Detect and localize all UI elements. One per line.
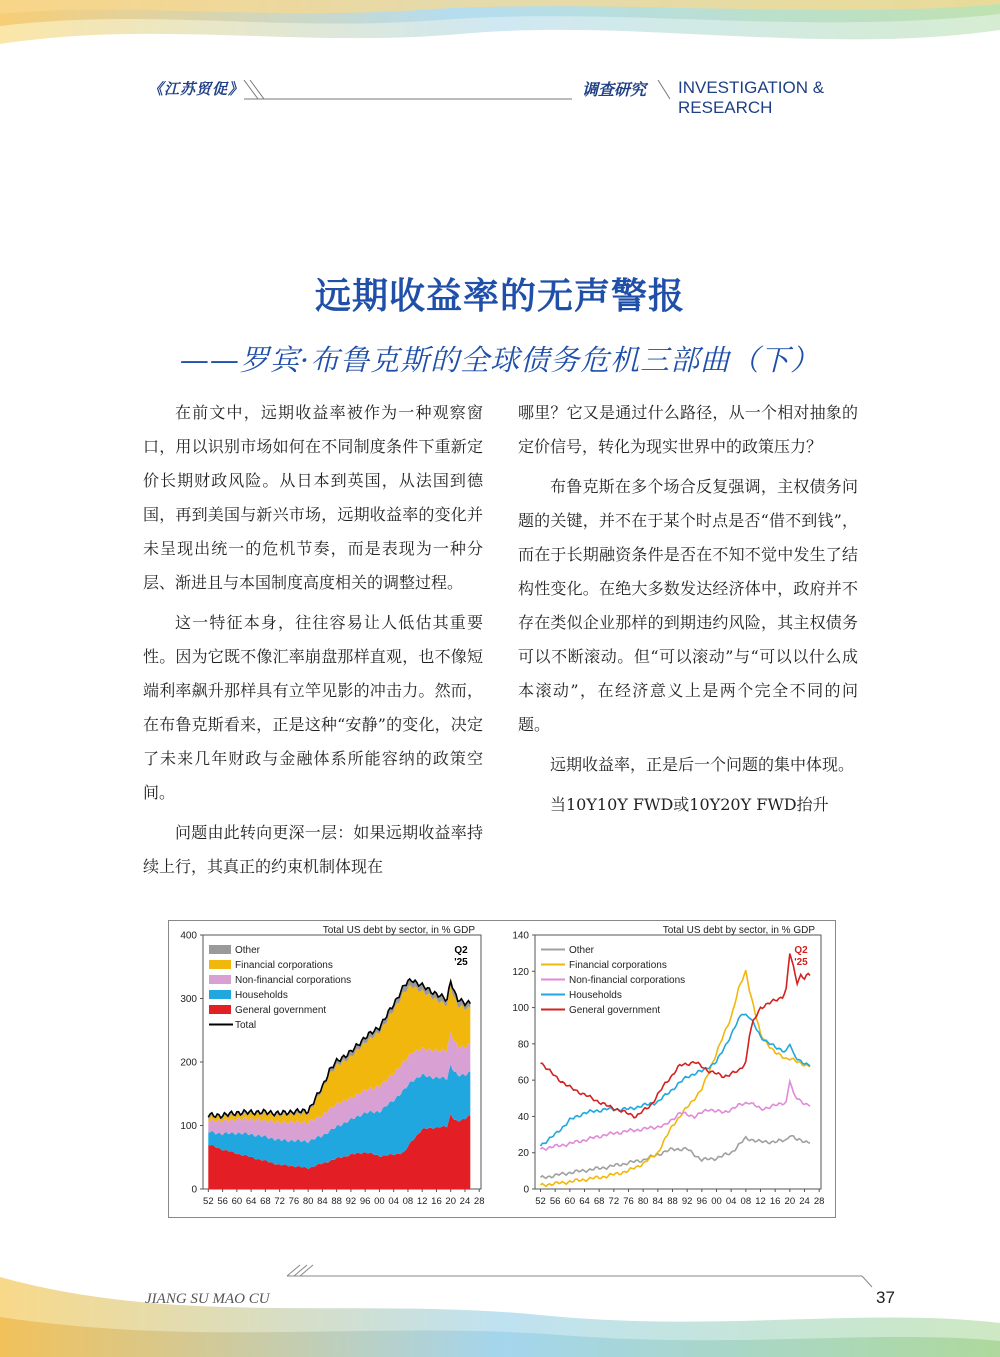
left-text-column: [143, 396, 483, 890]
legend-label: General government: [569, 1005, 661, 1016]
legend-label: General government: [235, 1005, 327, 1016]
x-tick-label: 76: [288, 1196, 300, 1207]
debt-charts-figure: [168, 920, 836, 1218]
legend-label: Other: [235, 945, 261, 956]
x-tick-label: 96: [696, 1196, 708, 1207]
x-tick-label: 08: [402, 1196, 414, 1207]
legend-label: Non-financial corporations: [235, 975, 352, 986]
paragraph: 这一特征本身，往往容易让人低估其重要性。因为它既不像汇率崩盘那样直观，也不像短端利率飙升那样具有立竿见影的冲击力。然而，在布鲁克斯看来，正是这种“安静”的变化，决定了未来几年财政与金融体系所能容纳的政策空间。: [143, 613, 483, 802]
x-tick-label: 68: [260, 1196, 271, 1207]
x-tick-label: 88: [667, 1196, 678, 1207]
annotation-q2: Q2: [454, 945, 468, 956]
x-tick-label: 04: [388, 1196, 399, 1207]
x-tick-label: 80: [302, 1196, 314, 1207]
y-tick-label: 120: [512, 966, 529, 978]
y-tick-label: 200: [180, 1057, 197, 1069]
x-tick-label: 56: [549, 1196, 561, 1207]
x-tick-label: 52: [535, 1196, 546, 1207]
paragraph: 远期收益率，正是后一个问题的集中体现。: [550, 755, 855, 774]
paragraph: 在前文中，远期收益率被作为一种观察窗口，用以识别市场如何在不同制度条件下重新定价长期财政风险。从日本到英国，从法国到德国，再到美国与新兴市场，远期收益率的变化并未呈现出统一的危机节奏，而是表现为一种分层、渐进且与本国制度高度相关的调整过程。: [143, 403, 483, 592]
legend-swatch: [209, 975, 231, 984]
top-decorative-wave: [0, 0, 1000, 70]
x-tick-label: 88: [331, 1196, 342, 1207]
footer-magazine-name: JIANG SU MAO CU: [145, 1291, 270, 1307]
x-tick-label: 80: [637, 1196, 649, 1207]
y-tick-label: 400: [180, 930, 197, 942]
y-tick-label: 300: [180, 994, 197, 1005]
legend-label: Financial corporations: [235, 960, 333, 971]
x-tick-label: 00: [374, 1196, 385, 1207]
x-tick-label: 64: [245, 1196, 257, 1207]
x-tick-label: 60: [564, 1196, 576, 1207]
x-tick-label: 76: [623, 1196, 634, 1207]
legend-swatch: [209, 945, 231, 954]
x-tick-label: 60: [231, 1196, 243, 1207]
annotation-year: '25: [794, 957, 808, 968]
legend-swatch: [209, 1005, 231, 1014]
x-tick-label: 84: [317, 1196, 328, 1207]
x-tick-label: 20: [445, 1196, 456, 1207]
y-tick-label: 80: [517, 1039, 529, 1051]
column-name-en: INVESTIGATION & RESEARCH: [678, 78, 825, 117]
x-tick-label: 00: [711, 1196, 722, 1207]
line-series-households: [541, 1014, 811, 1146]
page-number: 37: [876, 1288, 895, 1307]
legend-label: Total: [235, 1020, 257, 1031]
x-tick-label: 24: [459, 1196, 471, 1207]
legend-swatch: [209, 960, 231, 969]
legend-label: Other: [569, 945, 595, 956]
legend-label: Households: [569, 990, 622, 1001]
right-text-column: [518, 396, 858, 828]
x-tick-label: 84: [652, 1196, 664, 1207]
x-tick-label: 92: [345, 1196, 357, 1207]
legend-label: Households: [235, 990, 288, 1001]
y-tick-label: 140: [512, 930, 529, 942]
y-tick-label: 100: [512, 1003, 529, 1015]
x-tick-label: 64: [579, 1196, 590, 1207]
plot-frame: [535, 935, 821, 1189]
x-tick-label: 16: [431, 1196, 442, 1207]
y-tick-label: 100: [180, 1121, 197, 1132]
chart-title: Total US debt by sector, in % GDP: [662, 925, 815, 936]
x-tick-label: 20: [784, 1196, 796, 1207]
x-tick-label: 72: [274, 1196, 285, 1207]
x-tick-label: 08: [740, 1196, 752, 1207]
y-tick-label: 0: [191, 1184, 197, 1196]
article-title: 远期收益率的无声警报: [314, 275, 685, 317]
x-tick-label: 04: [725, 1196, 737, 1207]
x-tick-label: 12: [416, 1196, 428, 1207]
paragraph-continuation: 哪里？它又是通过什么路径，从一个相对抽象的定价信号，转化为现实世界中的政策压力？: [518, 403, 858, 456]
x-tick-label: 28: [813, 1196, 825, 1207]
column-name-cn: 调查研究: [582, 80, 647, 99]
magazine-name: 《江苏贸促》: [148, 80, 245, 98]
x-tick-label: 72: [608, 1196, 620, 1207]
article-subtitle: ——罗宾·布鲁克斯的全球债务危机三部曲（下）: [179, 343, 821, 377]
y-tick-label: 0: [523, 1184, 529, 1196]
y-tick-label: 20: [517, 1148, 529, 1160]
x-tick-label: 28: [473, 1196, 485, 1207]
x-tick-label: 52: [203, 1196, 214, 1207]
charts-svg: [169, 921, 835, 1217]
x-tick-label: 68: [593, 1196, 605, 1207]
x-tick-label: 24: [799, 1196, 810, 1207]
x-tick-label: 96: [359, 1196, 371, 1207]
legend-swatch: [209, 990, 231, 999]
x-tick-label: 92: [681, 1196, 693, 1207]
paragraph: 问题由此转向更深一层：如果远期收益率持续上行，其真正的约束机制体现在: [143, 823, 483, 876]
paragraph: 布鲁克斯在多个场合反复强调，主权债务问题的关键，并不在于某个时点是否“借不到钱”，而在于长期融资条件是否在不知不觉中发生了结构性变化。在绝大多数发达经济体中，政府并不存在类似企业那样的到期违约风险，其主权债务可以不断滚动。但“可以滚动”与“可以以什么成本滚动”，在经济意义上是两个完全不同的问题。: [518, 477, 858, 734]
x-tick-label: 56: [217, 1196, 228, 1207]
chart-title: Total US debt by sector, in % GDP: [322, 925, 475, 936]
x-tick-label: 16: [769, 1196, 781, 1207]
y-tick-label: 40: [517, 1111, 529, 1123]
legend-label: Non-financial corporations: [569, 975, 686, 986]
paragraph: 当10Y10Y FWD或10Y20Y FWD抬升: [550, 795, 829, 814]
page-header: [140, 76, 900, 117]
annotation-year: '25: [454, 957, 468, 968]
y-tick-label: 60: [517, 1075, 529, 1087]
legend-label: Financial corporations: [569, 960, 667, 971]
x-tick-label: 12: [755, 1196, 766, 1207]
annotation-q2: Q2: [794, 945, 808, 956]
